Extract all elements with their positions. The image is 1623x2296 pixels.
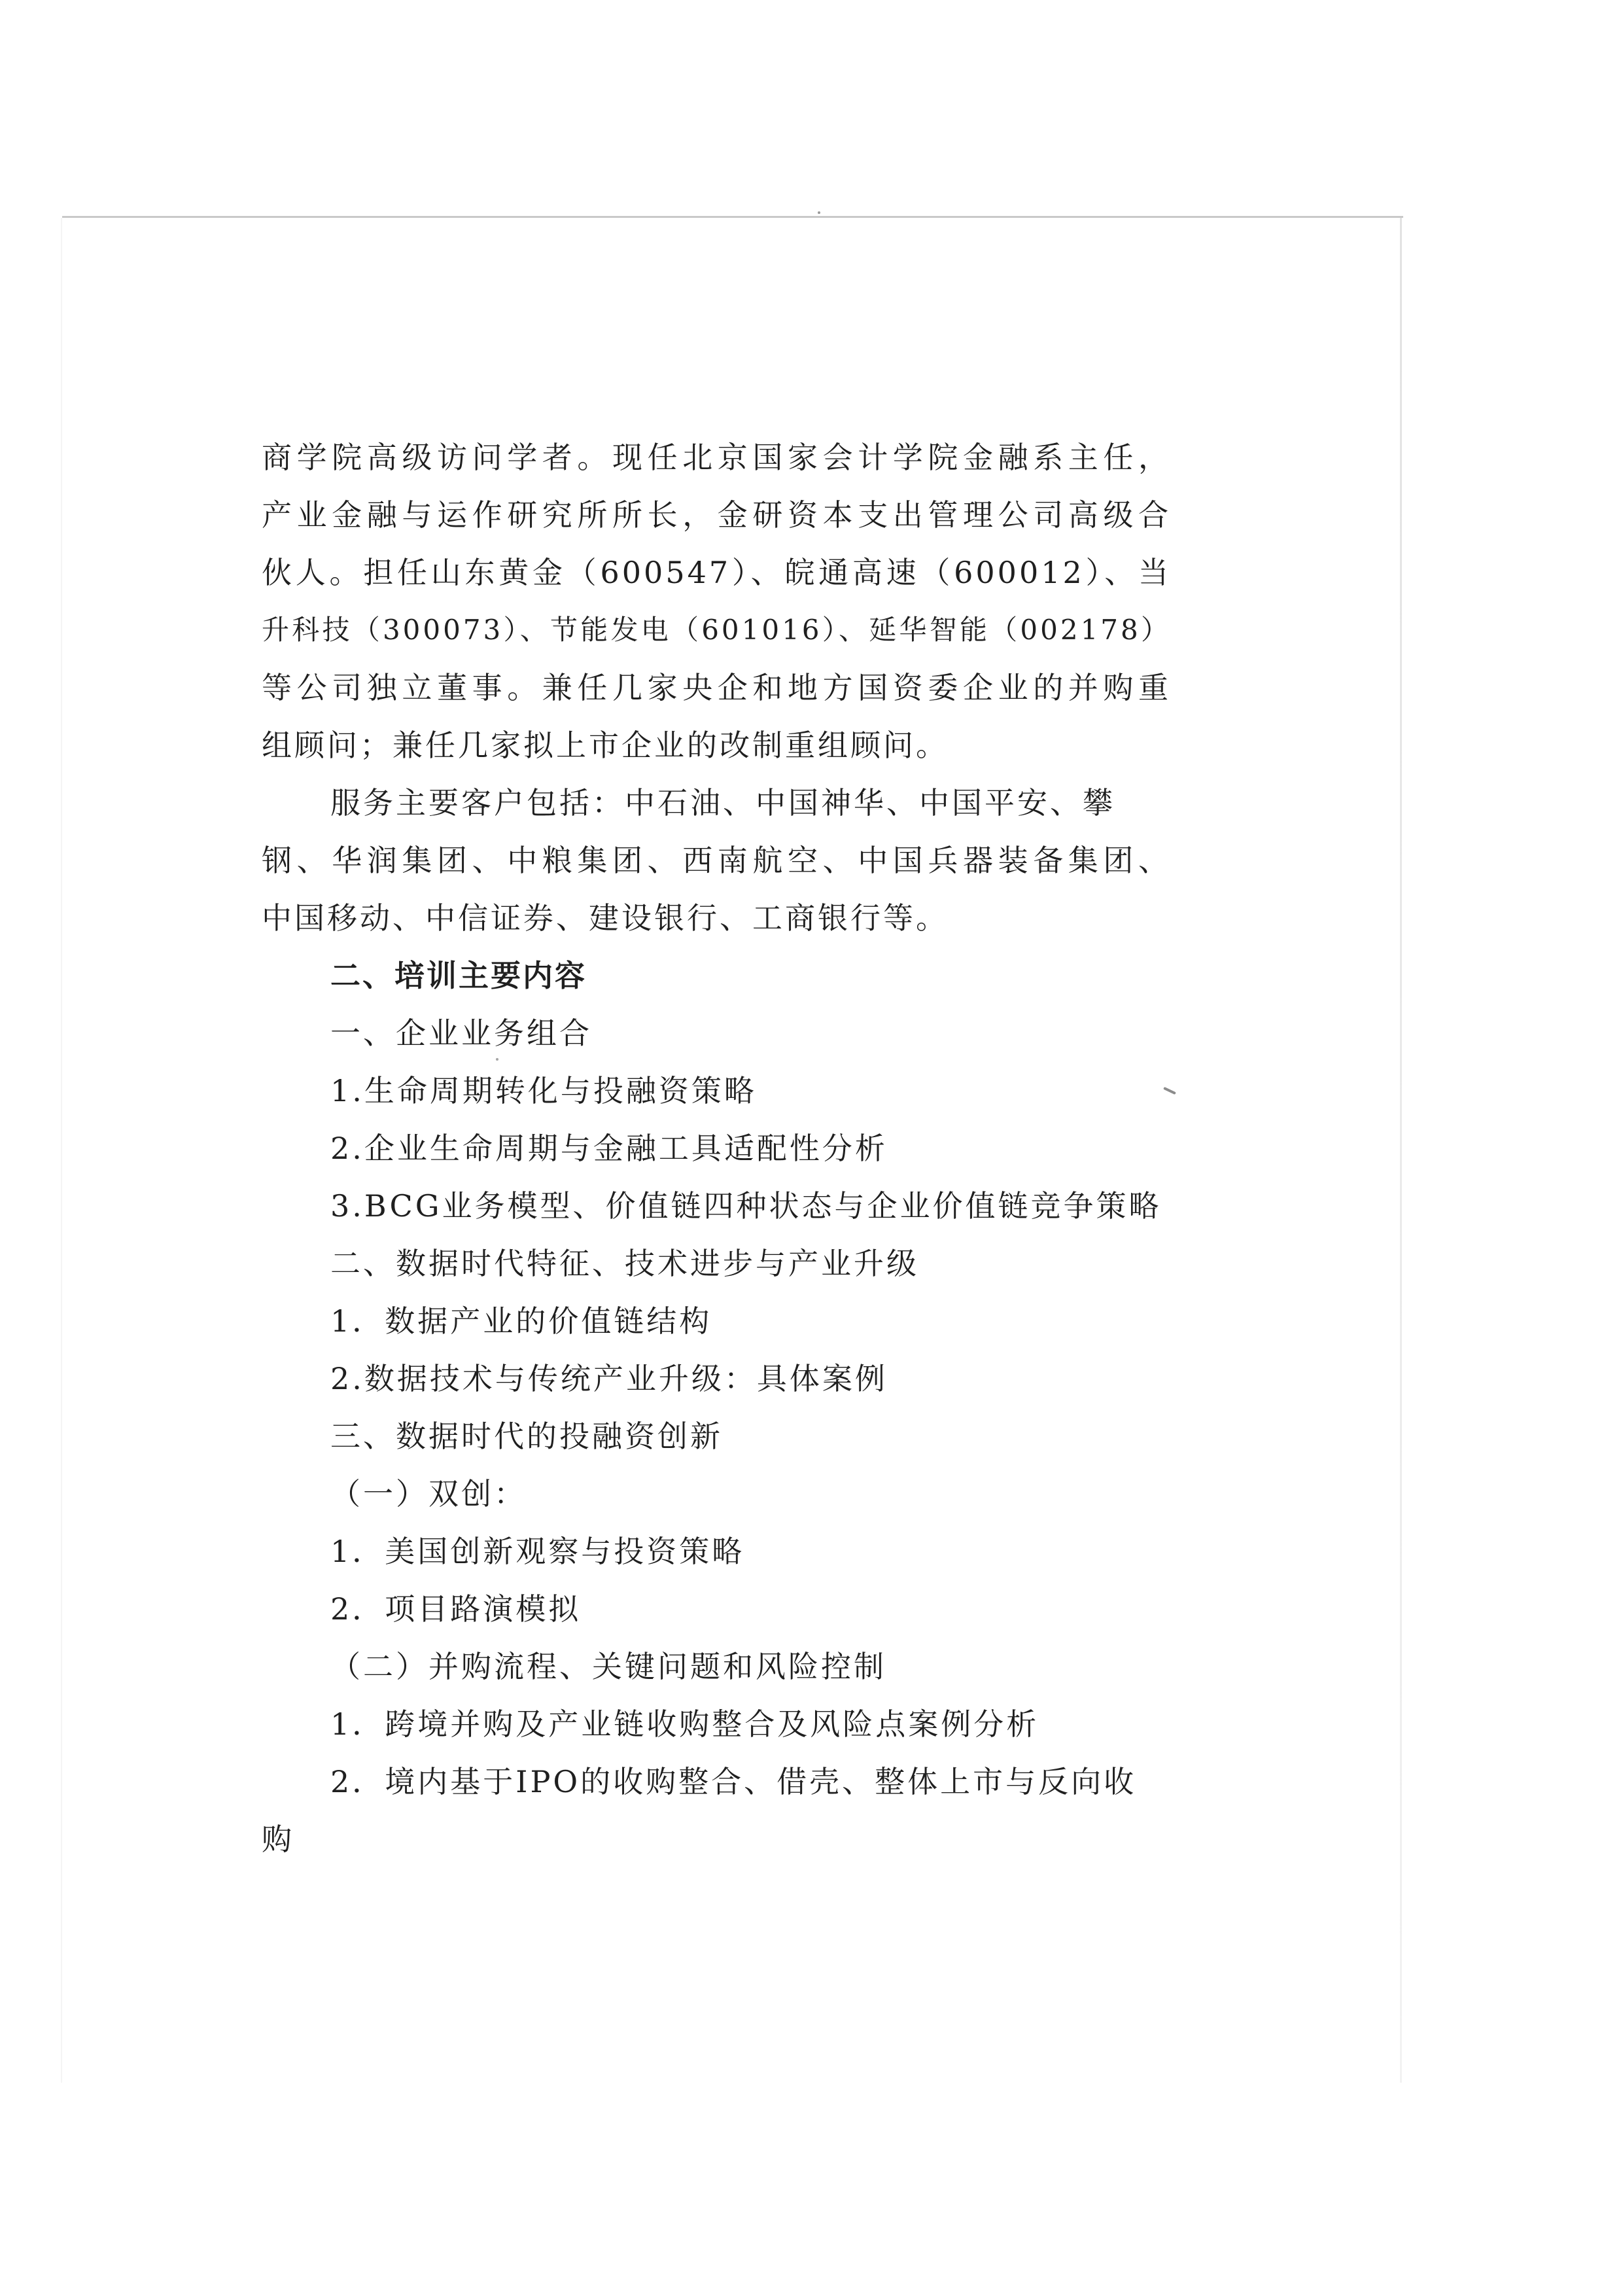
text-line: 升科技（300073）、节能发电（601016）、延华智能（002178） <box>262 614 1171 646</box>
outline-item: 3.BCG业务模型、价值链四种状态与企业价值链竞争策略 <box>330 1188 1162 1224</box>
document-body <box>262 429 1171 1868</box>
scan-speck <box>818 211 820 214</box>
outline-item: 2.企业生命周期与金融工具适配性分析 <box>330 1131 888 1166</box>
outline-item: 1．美国创新观察与投资策略 <box>330 1534 745 1569</box>
page-right-edge <box>1400 218 1402 2083</box>
section-heading: 二、培训主要内容 <box>330 958 587 993</box>
text-line: 商学院高级访问学者。现任北京国家会计学院金融系主任， <box>262 440 1171 475</box>
text-line: 组顾问；兼任几家拟上市企业的改制重组顾问。 <box>262 728 949 763</box>
page-left-edge <box>61 218 62 2083</box>
text-line: 伙人。担任山东黄金（600547）、皖通高速（600012）、当 <box>262 555 1171 590</box>
text-line: 中国移动、中信证券、建设银行、工商银行等。 <box>262 900 949 936</box>
outline-item: 1．数据产业的价值链结构 <box>330 1303 712 1339</box>
outline-item: 一、企业业务组合 <box>330 1016 592 1051</box>
outline-item: 三、数据时代的投融资创新 <box>330 1419 723 1454</box>
outline-item-continuation: 购 <box>262 1822 294 1857</box>
outline-item: 2．境内基于IPO的收购整合、借壳、整体上市与反向收 <box>330 1764 1137 1799</box>
text-line: 服务主要客户包括：中石油、中国神华、中国平安、攀 <box>330 785 1115 821</box>
outline-item: 1．跨境并购及产业链收购整合及风险点案例分析 <box>330 1706 1039 1742</box>
outline-item: 2．项目路演模拟 <box>330 1591 582 1627</box>
outline-item: （一）双创： <box>330 1476 527 1511</box>
text-line: 产业金融与运作研究所所长，金研资本支出管理公司高级合 <box>262 497 1171 533</box>
outline-item: （二）并购流程、关键问题和风险控制 <box>330 1649 886 1684</box>
text-line: 钢、华润集团、中粮集团、西南航空、中国兵器装备集团、 <box>262 843 1171 878</box>
training-outline <box>262 1004 1171 1868</box>
outline-item: 2.数据技术与传统产业升级：具体案例 <box>330 1361 888 1396</box>
bio-paragraph <box>262 429 1171 774</box>
page-top-edge <box>62 216 1403 218</box>
clients-paragraph <box>262 774 1171 947</box>
text-line: 等公司独立董事。兼任几家央企和地方国资委企业的并购重 <box>262 670 1171 705</box>
outline-item: 1.生命周期转化与投融资策略 <box>330 1073 757 1108</box>
outline-item: 二、数据时代特征、技术进步与产业升级 <box>330 1246 919 1281</box>
